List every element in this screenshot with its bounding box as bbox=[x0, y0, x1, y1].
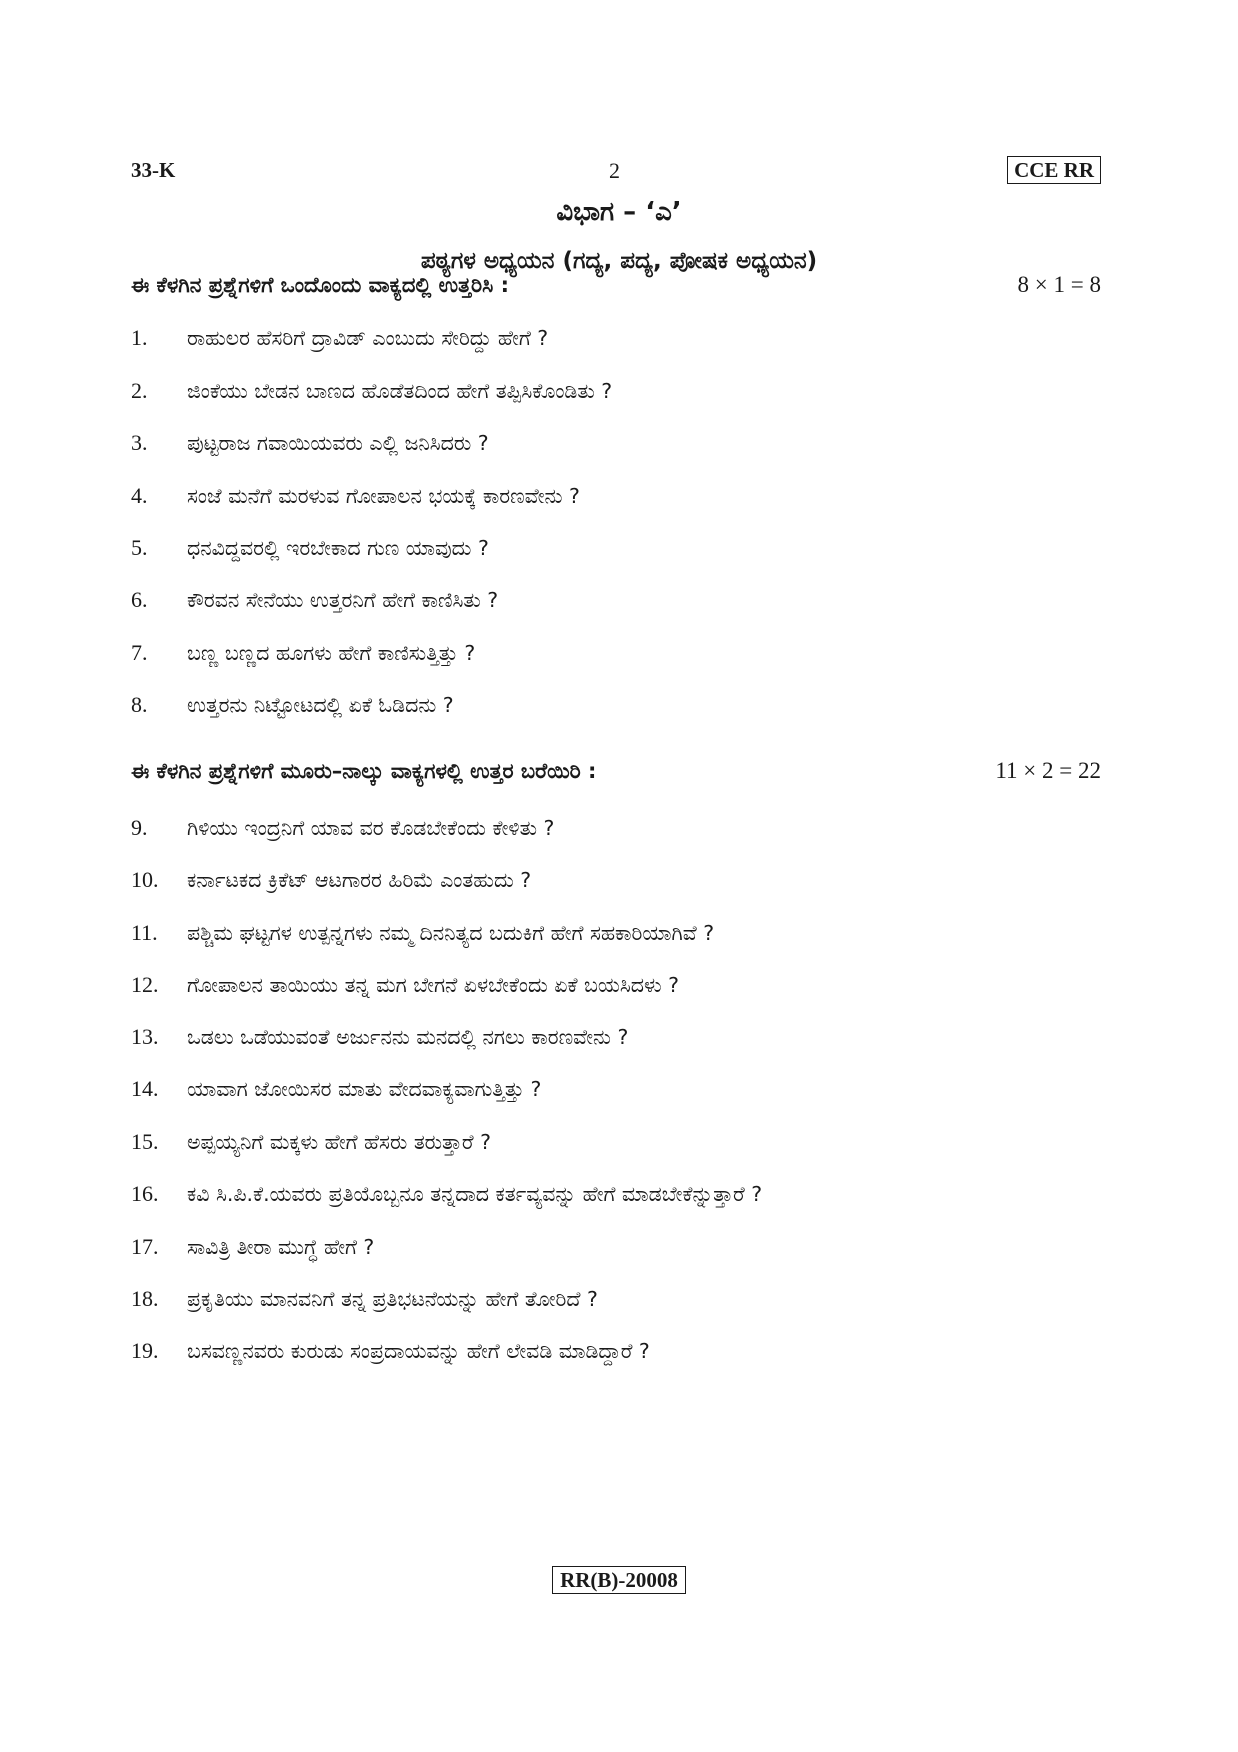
question-text: ಅಪ್ಪಯ್ಯನಿಗೆ ಮಕ್ಕಳು ಹೇಗೆ ಹೆಸರು ತರುತ್ತಾರೆ ? bbox=[187, 1130, 491, 1154]
question-item bbox=[131, 483, 1101, 509]
question-number: 5. bbox=[131, 535, 148, 560]
question-item bbox=[131, 920, 1101, 946]
question-item bbox=[131, 587, 1101, 613]
footer-code-box: RR(B)-20008 bbox=[552, 1566, 686, 1594]
question-number: 2. bbox=[131, 378, 148, 403]
question-text: ಪುಟ್ಟರಾಜ ಗವಾಯಿಯವರು ಎಲ್ಲಿ ಜನಿಸಿದರು ? bbox=[187, 431, 489, 455]
question-number: 7. bbox=[131, 640, 148, 665]
question-text: ಗೋಪಾಲನ ತಾಯಿಯು ತನ್ನ ಮಗ ಬೇಗನೆ ಏಳಬೇಕೆಂದು ಏಕೆ ಬಯಸಿದಳು ? bbox=[187, 973, 680, 997]
question-text: ಬಸವಣ್ಣನವರು ಕುರುಡು ಸಂಪ್ರದಾಯವನ್ನು ಹೇಗೆ ಲೇವಡಿ ಮಾಡಿದ್ದಾರೆ ? bbox=[187, 1339, 650, 1363]
question-number: 9. bbox=[131, 815, 148, 840]
question-number: 8. bbox=[131, 692, 148, 717]
question-item bbox=[131, 1286, 1101, 1312]
question-text: ಗಿಳಿಯು ಇಂದ್ರನಿಗೆ ಯಾವ ವರ ಕೊಡಬೇಕೆಂದು ಕೇಳಿತು ? bbox=[187, 816, 555, 840]
question-number: 4. bbox=[131, 483, 148, 508]
question-text: ಉತ್ತರನು ನಿಟ್ಟೋಟದಲ್ಲಿ ಏಕೆ ಓಡಿದನು ? bbox=[187, 693, 454, 717]
question-number: 18. bbox=[131, 1286, 159, 1311]
question-item bbox=[131, 640, 1101, 666]
question-item bbox=[131, 378, 1101, 404]
question-number: 11. bbox=[131, 920, 158, 945]
question-item bbox=[131, 430, 1101, 456]
part2-marks: 11 × 2 = 22 bbox=[995, 758, 1101, 783]
paper-type-box: CCE RR bbox=[1007, 156, 1101, 184]
question-item bbox=[131, 535, 1101, 561]
question-item bbox=[131, 1181, 1101, 1207]
part1-instruction-row bbox=[131, 272, 1101, 298]
question-number: 19. bbox=[131, 1338, 159, 1363]
question-text: ಕವಿ ಸಿ.ಪಿ.ಕೆ.ಯವರು ಪ್ರತಿಯೊಬ್ಬನೂ ತನ್ನದಾದ ಕರ್ತವ್ಯವನ್ನು ಹೇಗೆ ಮಾಡಬೇಕೆನ್ನುತ್ತಾರೆ ? bbox=[187, 1182, 763, 1206]
question-item bbox=[131, 867, 1101, 893]
question-number: 13. bbox=[131, 1024, 159, 1049]
question-item bbox=[131, 1129, 1101, 1155]
question-item bbox=[131, 1234, 1101, 1260]
question-text: ಪಶ್ಚಿಮ ಘಟ್ಟಗಳ ಉತ್ಪನ್ನಗಳು ನಮ್ಮ ದಿನನಿತ್ಯದ ಬದುಕಿಗೆ ಹೇಗೆ ಸಹಕಾರಿಯಾಗಿವೆ ? bbox=[187, 921, 715, 945]
question-item bbox=[131, 815, 1101, 841]
question-text: ಜಿಂಕೆಯು ಬೇಡನ ಬಾಣದ ಹೊಡೆತದಿಂದ ಹೇಗೆ ತಪ್ಪಿಸಿಕೊಂಡಿತು ? bbox=[187, 379, 613, 403]
question-number: 15. bbox=[131, 1129, 159, 1154]
question-item bbox=[131, 1076, 1101, 1102]
footer bbox=[0, 1566, 1238, 1594]
question-text: ಸಾವಿತ್ರಿ ತೀರಾ ಮುಗ್ಧೆ ಹೇಗೆ ? bbox=[187, 1235, 375, 1259]
question-number: 6. bbox=[131, 587, 148, 612]
part1-marks: 8 × 1 = 8 bbox=[1017, 272, 1101, 297]
question-text: ಧನವಿದ್ದವರಲ್ಲಿ ಇರಬೇಕಾದ ಗುಣ ಯಾವುದು ? bbox=[187, 536, 489, 560]
part2-instruction: ಈ ಕೆಳಗಿನ ಪ್ರಶ್ನೆಗಳಿಗೆ ಮೂರು–ನಾಲ್ಕು ವಾಕ್ಯಗಳಲ್ಲಿ ಉತ್ತರ ಬರೆಯಿರಿ : bbox=[131, 759, 597, 783]
part1-instruction: ಈ ಕೆಳಗಿನ ಪ್ರಶ್ನೆಗಳಿಗೆ ಒಂದೊಂದು ವಾಕ್ಯದಲ್ಲಿ ಉತ್ತರಿಸಿ : bbox=[131, 273, 509, 297]
page-number: 2 bbox=[609, 158, 620, 183]
question-number: 17. bbox=[131, 1234, 159, 1259]
question-text: ಸಂಜೆ ಮನೆಗೆ ಮರಳುವ ಗೋಪಾಲನ ಭಯಕ್ಕೆ ಕಾರಣವೇನು ? bbox=[187, 484, 580, 508]
question-number: 3. bbox=[131, 430, 148, 455]
question-text: ಪ್ರಕೃತಿಯು ಮಾನವನಿಗೆ ತನ್ನ ಪ್ರತಿಭಟನೆಯನ್ನು ಹೇಗೆ ತೋರಿದೆ ? bbox=[187, 1287, 598, 1311]
question-item bbox=[131, 1024, 1101, 1050]
question-number: 16. bbox=[131, 1181, 159, 1206]
question-text: ರಾಹುಲರ ಹೆಸರಿಗೆ ದ್ರಾವಿಡ್ ಎಂಬುದು ಸೇರಿದ್ದು ಹೇಗೆ ? bbox=[187, 326, 549, 350]
question-item bbox=[131, 972, 1101, 998]
question-text: ಬಣ್ಣ ಬಣ್ಣದ ಹೂಗಳು ಹೇಗೆ ಕಾಣಿಸುತ್ತಿತ್ತು ? bbox=[187, 641, 476, 665]
question-text: ಕರ್ನಾಟಕದ ಕ್ರಿಕೆಟ್ ಆಟಗಾರರ ಹಿರಿಮೆ ಎಂತಹುದು ? bbox=[187, 868, 532, 892]
question-text: ಯಾವಾಗ ಜೋಯಿಸರ ಮಾತು ವೇದವಾಕ್ಯವಾಗುತ್ತಿತ್ತು ? bbox=[187, 1077, 542, 1101]
question-number: 14. bbox=[131, 1076, 159, 1101]
question-item bbox=[131, 1338, 1101, 1364]
question-text: ಕೌರವನ ಸೇನೆಯು ಉತ್ತರನಿಗೆ ಹೇಗೆ ಕಾಣಿಸಿತು ? bbox=[187, 588, 499, 612]
section-subtitle: ಪಠ್ಯಗಳ ಅಧ್ಯಯನ (ಗದ್ಯ, ಪದ್ಯ, ಪೋಷಕ ಅಧ್ಯಯನ) bbox=[420, 248, 818, 274]
question-number: 12. bbox=[131, 972, 159, 997]
question-item bbox=[131, 692, 1101, 718]
paper-code: 33-K bbox=[131, 158, 176, 182]
section-title: ವಿಭಾಗ – ‘ಎ’ bbox=[556, 197, 682, 227]
question-text: ಒಡಲು ಒಡೆಯುವಂತೆ ಅರ್ಜುನನು ಮನದಲ್ಲಿ ನಗಲು ಕಾರಣವೇನು ? bbox=[187, 1025, 629, 1049]
question-number: 10. bbox=[131, 867, 159, 892]
question-item bbox=[131, 325, 1101, 351]
part2-instruction-row bbox=[131, 758, 1101, 784]
question-number: 1. bbox=[131, 325, 148, 350]
